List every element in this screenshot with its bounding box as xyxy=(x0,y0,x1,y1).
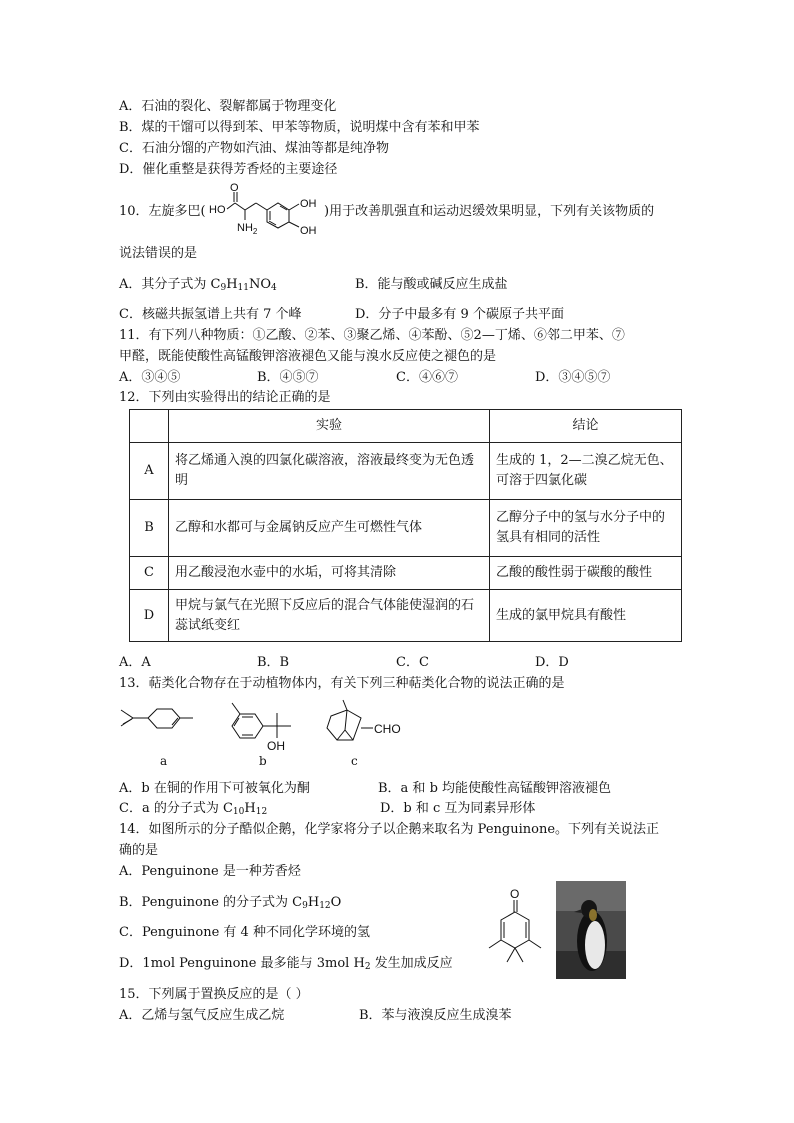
q14-stem-line2: 确的是 xyxy=(119,843,159,858)
q10-stem-prefix: 10．左旋多巴( xyxy=(119,204,206,219)
row-conclusion: 乙酸的酸性弱于碳酸的酸性 xyxy=(490,557,682,590)
c-cho-label: CHO xyxy=(374,722,401,736)
row-experiment: 将乙烯通入溴的四氯化碳溶液，溶液最终变为无色透明 xyxy=(169,443,490,500)
q14-stem-line1: 14．如图所示的分子酷似企鹅，化学家将分子以企鹅来取名为 Penguinone。下列有关说法正 xyxy=(119,822,660,837)
row-experiment: 用乙酸浸泡水壶中的水垢，可将其清除 xyxy=(169,557,490,590)
q11-option-b: B．④⑤⑦ xyxy=(257,370,319,385)
row-experiment: 乙醇和水都可与金属钠反应产生可燃性气体 xyxy=(169,500,490,557)
row-label: D xyxy=(130,590,169,642)
table-row xyxy=(130,500,682,557)
label-a: a xyxy=(160,754,168,768)
row-conclusion: 乙醇分子中的氢与水分子中的氢具有相同的活性 xyxy=(490,500,682,557)
table-header-conclusion: 结论 xyxy=(490,410,682,443)
q13-option-d: D．b 和 c 互为同素异形体 xyxy=(380,801,536,816)
q13-option-c: C．a 的分子式为 $C_{10}H_{12}$ xyxy=(119,801,268,817)
q9-option-a: A．石油的裂化、裂解都属于物理变化 xyxy=(119,99,337,114)
table-row xyxy=(130,443,682,500)
q15-option-a: A．乙烯与氢气反应生成乙烷 xyxy=(119,1008,285,1023)
q11-stem-line2: 甲醛，既能使酸性高锰酸钾溶液褪色又能与溴水反应使之褪色的是 xyxy=(119,349,497,364)
q11-option-d: D．③④⑤⑦ xyxy=(535,370,611,385)
penguinone-o-label: O xyxy=(510,887,520,901)
penguin-photo xyxy=(556,881,626,979)
q15-option-b: B．苯与液溴反应生成溴苯 xyxy=(359,1008,512,1023)
q11-stem-line1: 11．有下列八种物质：①乙酸、②苯、③聚乙烯、④苯酚、⑤2—丁烯、⑥邻二甲苯、⑦ xyxy=(119,328,625,343)
q12-option-b: B．B xyxy=(257,655,290,670)
row-label: C xyxy=(130,557,169,590)
table-header-experiment: 实验 xyxy=(169,410,490,443)
q13-option-b: B．a 和 b 均能使酸性高锰酸钾溶液褪色 xyxy=(378,781,612,796)
table-row xyxy=(130,590,682,642)
q10-option-d: D．分子中最多有 9 个碳原子共平面 xyxy=(355,307,564,322)
oh-label-1: OH xyxy=(300,198,317,210)
label-c: c xyxy=(351,754,358,768)
table-row xyxy=(130,557,682,590)
ho-label: HO xyxy=(209,204,226,216)
table-header-blank xyxy=(130,410,169,443)
q13-stem: 13．萜类化合物存在于动植物体内，有关下列三种萜类化合物的说法正确的是 xyxy=(119,676,565,691)
levodopa-structure xyxy=(200,182,325,238)
q12-option-c: C．C xyxy=(396,655,429,670)
q11-option-c: C．④⑥⑦ xyxy=(396,370,458,385)
q14-option-c: C．Penguinone 有 4 种不同化学环境的氢 xyxy=(119,925,370,940)
q13-option-a: A．b 在铜的作用下可被氧化为酮 xyxy=(119,781,310,796)
q10-stem-suffix: )用于改善肌强直和运动迟缓效果明显，下列有关该物质的 xyxy=(324,204,655,219)
q9-option-b: B．煤的干馏可以得到苯、甲苯等物质，说明煤中含有苯和甲苯 xyxy=(119,120,480,135)
q14-option-d: D．1mol Penguinone 最多能与 3mol $H_2$ 发生加成反应 xyxy=(119,956,453,972)
oh-label-2: OH xyxy=(300,225,317,237)
row-conclusion: 生成的 1，2—二溴乙烷无色、可溶于四氯化碳 xyxy=(490,443,682,500)
row-conclusion: 生成的氯甲烷具有酸性 xyxy=(490,590,682,642)
q9-option-d: D．催化重整是获得芳香烃的主要途径 xyxy=(119,162,338,177)
q10-option-b: B．能与酸或碱反应生成盐 xyxy=(355,277,508,292)
q10-option-c: C．核磁共振氢谱上共有 7 个峰 xyxy=(119,307,302,322)
row-label: A xyxy=(130,443,169,500)
terpene-structures xyxy=(115,698,415,774)
q10-stem-line2: 说法错误的是 xyxy=(119,246,198,261)
label-b: b xyxy=(259,754,267,768)
penguinone-structure xyxy=(484,886,554,978)
row-label: B xyxy=(130,500,169,557)
q14-option-b: B．Penguinone 的分子式为 $C_9H_{12}O$ xyxy=(119,895,342,911)
q12-stem: 12．下列由实验得出的结论正确的是 xyxy=(119,390,331,405)
carbonyl-o-label: O xyxy=(230,182,239,194)
table-header-row xyxy=(130,410,682,443)
q12-option-d: D．D xyxy=(535,655,569,670)
q12-experiment-table xyxy=(129,409,682,642)
q14-option-a: A．Penguinone 是一种芳香烃 xyxy=(119,864,301,879)
b-oh-label: OH xyxy=(267,739,285,753)
q15-stem: 15．下列属于置换反应的是（ ） xyxy=(119,987,309,1002)
q11-option-a: A．③④⑤ xyxy=(119,370,181,385)
nh2-label: $NH_2$ xyxy=(237,222,258,236)
row-experiment: 甲烷与氯气在光照下反应后的混合气体能使湿润的石蕊试纸变红 xyxy=(169,590,490,642)
q9-option-c: C．石油分馏的产物如汽油、煤油等都是纯净物 xyxy=(119,141,389,156)
q12-option-a: A．A xyxy=(119,655,151,670)
q10-option-a: A．其分子式为 $C_9H_{11}NO_4$ xyxy=(119,277,277,293)
